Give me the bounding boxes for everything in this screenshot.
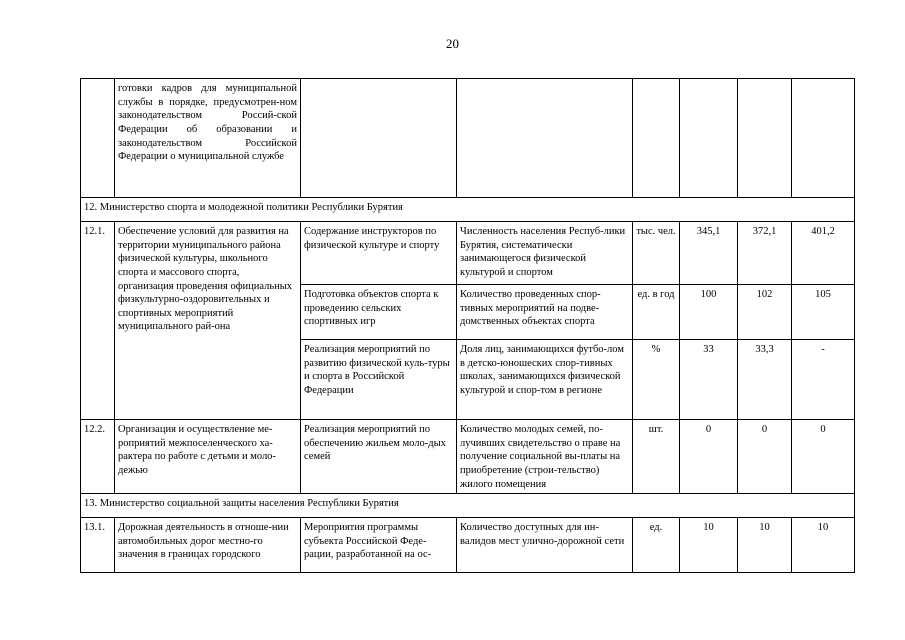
table-row: [81, 518, 855, 573]
activity-cell: [301, 79, 457, 198]
value-cell: 345,1: [680, 222, 738, 285]
goal-cell: Организация и осуществление ме-роприятий межпоселенческого ха-рактера по работе с детьми и моло-дежью: [115, 420, 301, 494]
value-cell: 105: [792, 285, 855, 340]
activity-cell: Мероприятия программы субъекта Российской Феде-рации, разработанной на ос-: [301, 518, 457, 573]
page-number: 20: [446, 36, 459, 51]
value-cell: 33: [680, 340, 738, 420]
value-cell: 102: [738, 285, 792, 340]
unit-cell: ед.: [633, 518, 680, 573]
row-number: 12.1.: [81, 222, 115, 420]
goal-cell: Дорожная деятельность в отноше-нии автомобильных дорог местно-го значения в границах городского: [115, 518, 301, 573]
indicator-cell: Количество проведенных спор-тивных мероприятий на подве-домственных объектах спорта: [457, 285, 633, 340]
activity-cell: Реализация мероприятий по развитию физической куль-туры и спорта в Российской Федерации: [301, 340, 457, 420]
section-row: [81, 198, 855, 222]
value-cell: -: [792, 340, 855, 420]
table-row: [81, 222, 855, 285]
value-cell: [792, 79, 855, 198]
value-cell: [738, 79, 792, 198]
indicator-cell: Численность населения Респуб-лики Бурятия, систематически занимающегося физической культурой и спортом: [457, 222, 633, 285]
value-cell: 372,1: [738, 222, 792, 285]
goal-cell: Обеспечение условий для развития на территории муниципального района физической культуры, школьного спорта и массового спорта, организация проведения официальных физкультурно-оздоровительных и спортивных мероприятий муниципального рай-она: [115, 222, 301, 420]
section-title: 12. Министерство спорта и молодежной политики Республики Бурятия: [81, 198, 855, 222]
num-cell: [81, 79, 115, 198]
table-row: [81, 79, 855, 198]
unit-cell: тыс. чел.: [633, 222, 680, 285]
value-cell: 401,2: [792, 222, 855, 285]
value-cell: 10: [680, 518, 738, 573]
table-row: [81, 420, 855, 494]
indicator-cell: Количество доступных для ин-валидов мест улично-дорожной сети: [457, 518, 633, 573]
value-cell: 10: [738, 518, 792, 573]
indicator-cell: Доля лиц, занимающихся футбо-лом в детско-юношеских спор-тивных школах, занимающихся физической культурой и спор-том в регионе: [457, 340, 633, 420]
value-cell: 33,3: [738, 340, 792, 420]
activity-cell: Содержание инструкторов по физической культуре и спорту: [301, 222, 457, 285]
unit-cell: %: [633, 340, 680, 420]
activity-cell: Реализация мероприятий по обеспечению жильем моло-дых семей: [301, 420, 457, 494]
value-cell: 0: [792, 420, 855, 494]
data-table: [80, 78, 855, 573]
indicator-cell: [457, 79, 633, 198]
unit-cell: [633, 79, 680, 198]
unit-cell: ед. в год: [633, 285, 680, 340]
value-cell: 0: [680, 420, 738, 494]
value-cell: 100: [680, 285, 738, 340]
indicator-cell: Количество молодых семей, по-лучивших свидетельство о праве на получение социальной вы-платы на приобретение (строи-тельство) жилого помещения: [457, 420, 633, 494]
row-number: 12.2.: [81, 420, 115, 494]
activity-cell: Подготовка объектов спорта к проведению сельских спортивных игр: [301, 285, 457, 340]
unit-cell: шт.: [633, 420, 680, 494]
value-cell: 0: [738, 420, 792, 494]
section-row: [81, 494, 855, 518]
value-cell: 10: [792, 518, 855, 573]
value-cell: [680, 79, 738, 198]
goal-cell: готовки кадров для муниципальной службы в порядке, предусмотрен-ном законодательством Россий-ской Федерации об образовании и законодательством Российской Федерации о муниципальной службе: [115, 79, 301, 198]
section-title: 13. Министерство социальной защиты населения Республики Бурятия: [81, 494, 855, 518]
row-number: 13.1.: [81, 518, 115, 573]
